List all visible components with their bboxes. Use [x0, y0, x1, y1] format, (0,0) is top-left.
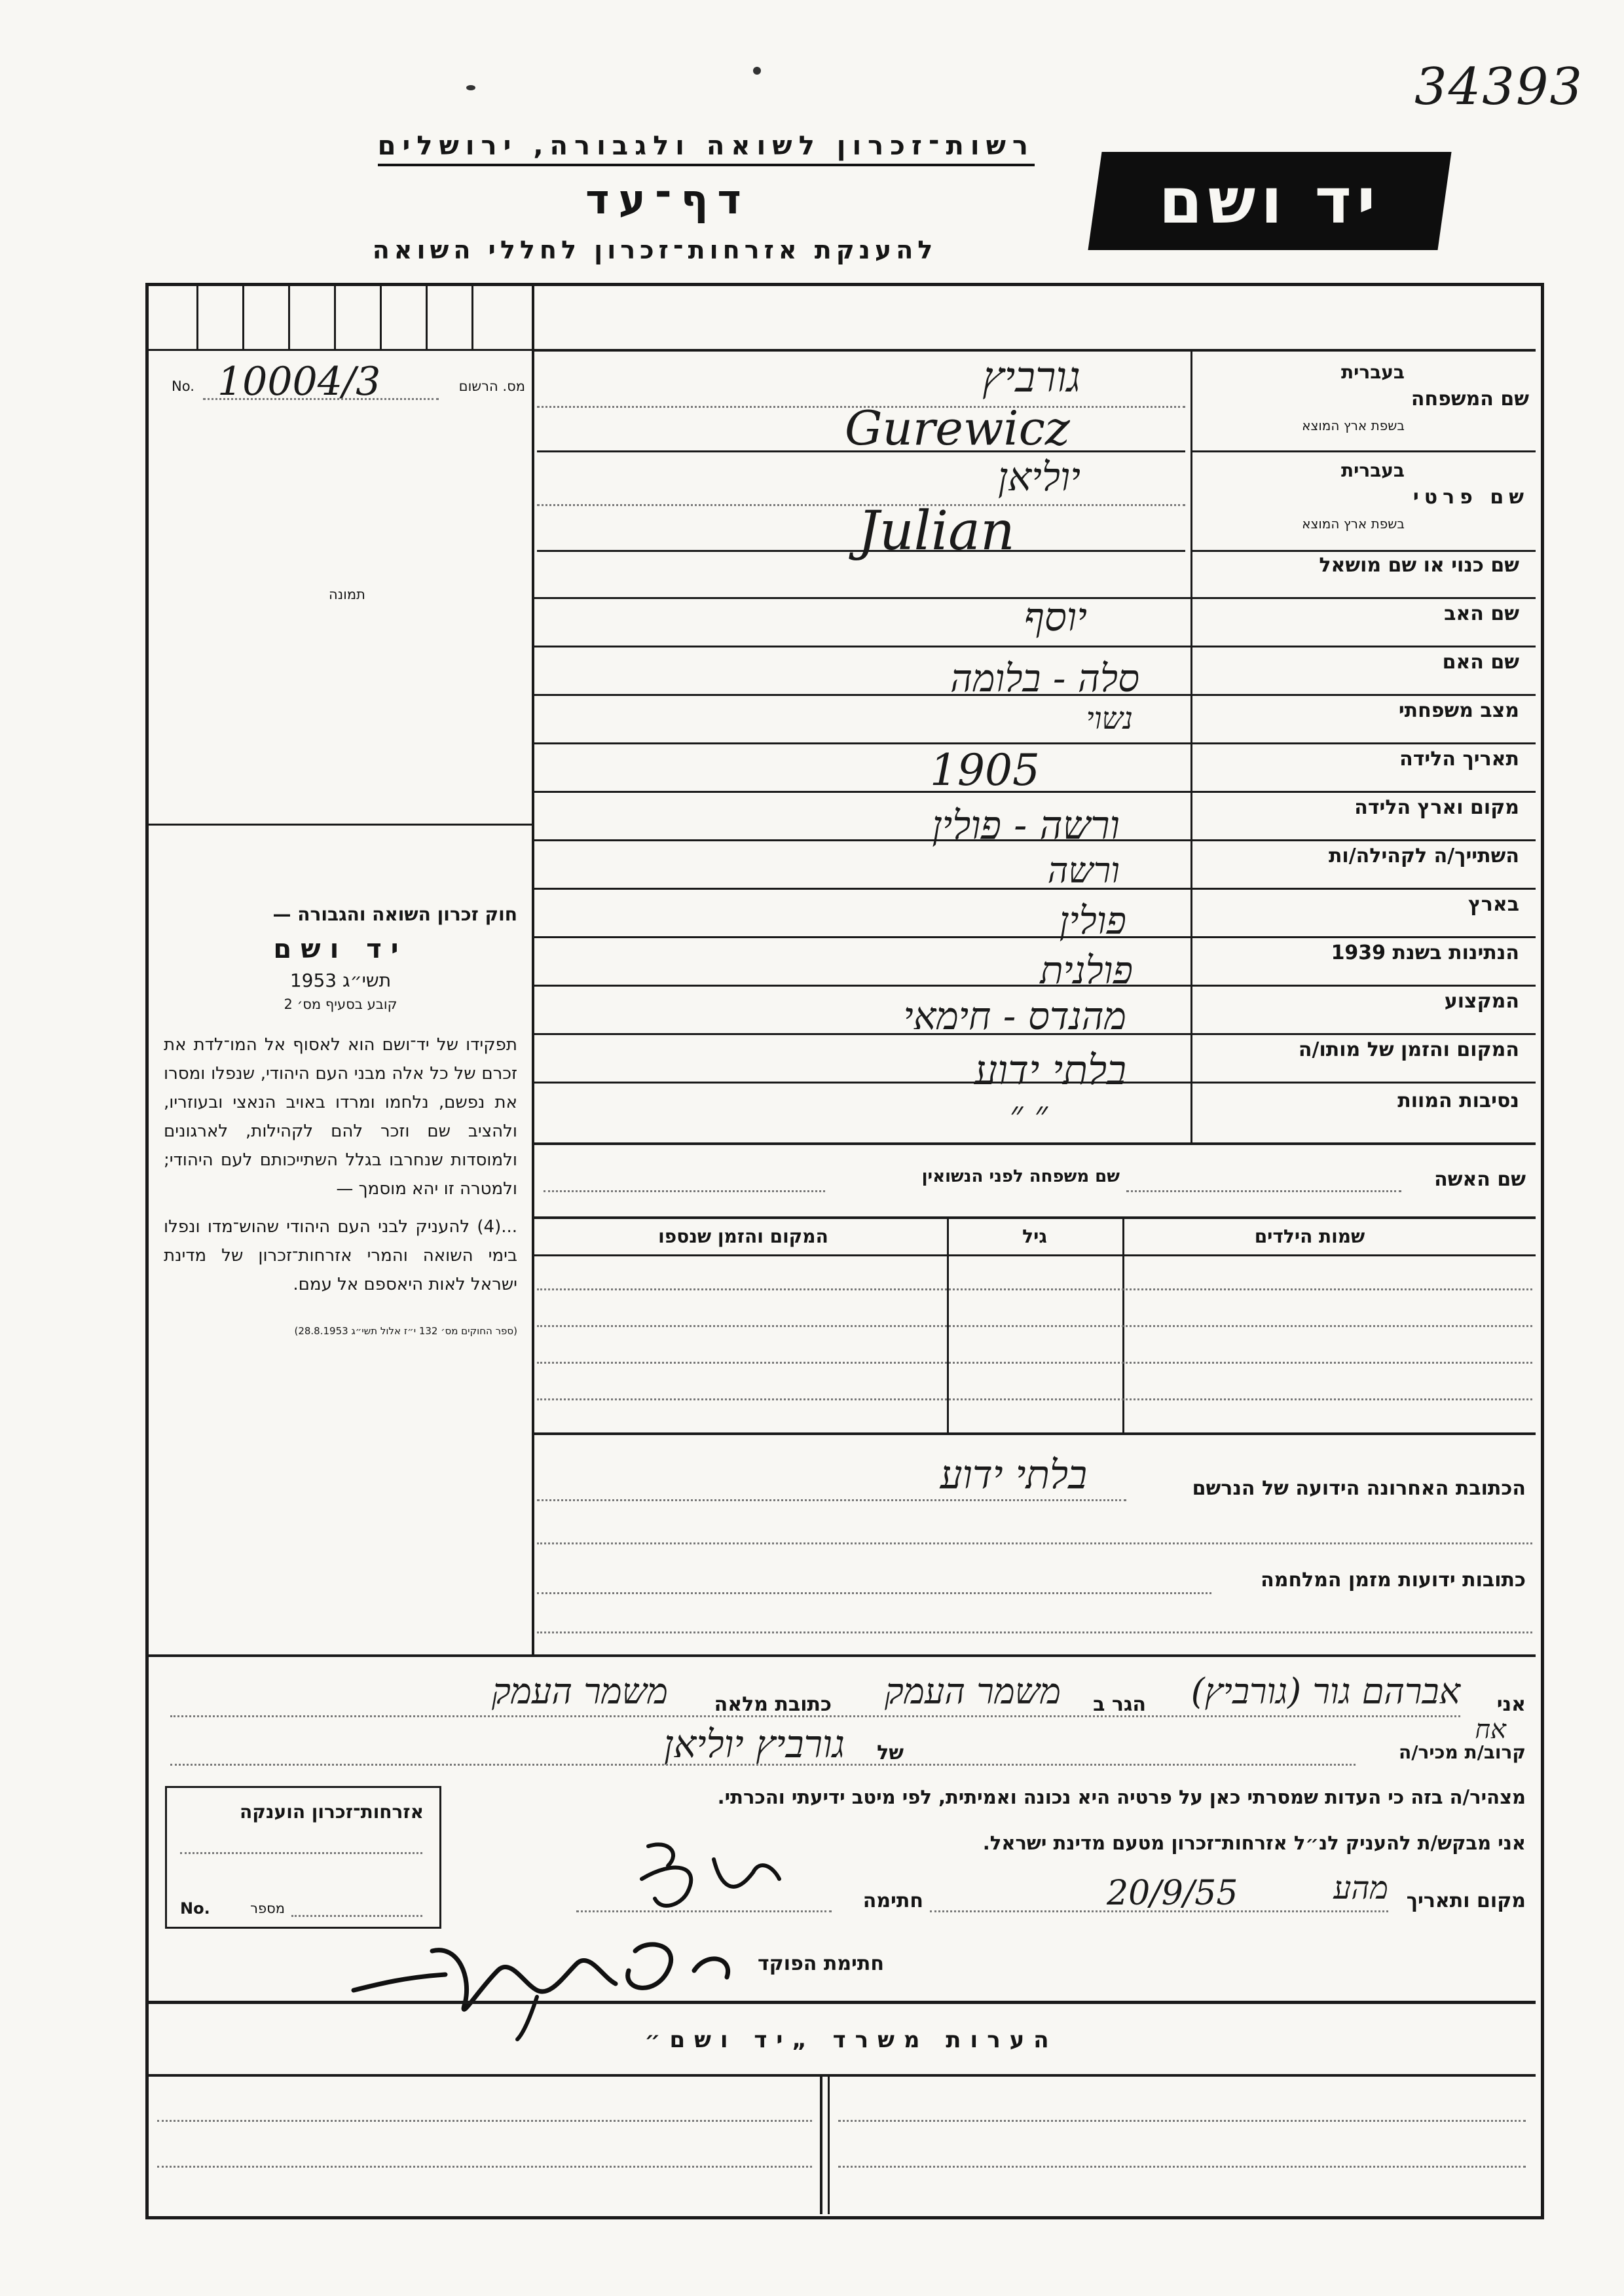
father-label: שם האב — [1444, 602, 1519, 625]
firstname-labels — [1198, 460, 1529, 545]
row-rule — [534, 646, 1536, 647]
declarant-name: אברהם גור (גורביץ) — [1190, 1671, 1460, 1712]
profession-label: המקצוע — [1444, 990, 1519, 1013]
strip-tick — [380, 286, 382, 350]
surname-labels — [1198, 361, 1529, 446]
left-column-divider — [532, 286, 534, 1654]
institution-header: רשות־זכרון לשואה ולגבורה, ירושלים — [275, 131, 1035, 161]
surname-hebrew-value: גורביץ — [982, 354, 1080, 402]
last-address-value: בלתי ידוע — [940, 1452, 1087, 1498]
declaration-line-2 — [170, 1764, 1356, 1766]
resides-value: משמר העמק — [884, 1671, 1061, 1712]
birth-place-value: ורשה - פולין — [932, 803, 1120, 848]
citizenship-box-line — [180, 1852, 422, 1854]
surname-origin-label: בשפת ארץ המוצא — [1302, 418, 1405, 433]
notes-line — [838, 2166, 1526, 2168]
wartime-address-label: כתובות ידועות מזמן המלחמה — [1261, 1569, 1526, 1592]
strip-tick — [196, 286, 198, 350]
speck — [466, 85, 475, 90]
address-line — [537, 1542, 1532, 1544]
last-address-label: הכתובת האחרונה הידועה של הנרשם — [1192, 1477, 1526, 1500]
full-address-value: משמר העמק — [491, 1671, 668, 1712]
relation-value: אח — [1475, 1715, 1506, 1745]
citizenship-granted-box — [165, 1786, 441, 1929]
children-col-age: גיל — [1022, 1226, 1047, 1247]
row-rule — [534, 742, 1536, 744]
resides-label: הגר ב — [1093, 1693, 1146, 1716]
spouse-bottom-rule — [534, 1216, 1536, 1219]
spouse-label: שם האשה — [1434, 1168, 1526, 1191]
strip-tick — [471, 286, 473, 350]
community-value: ורשה — [1047, 850, 1120, 891]
declaration-line-1 — [170, 1715, 1460, 1717]
spouse-maiden-label: שם משפחה לפני הנשואין — [921, 1167, 1120, 1186]
law-paragraph-2: ...(4) להעניק לבני העם היהודי שהוש־מדו ונפלו בימי השואה והמרי אזרחות־זכרון של מדינת ישראל לאות היאספם אל עמם. — [164, 1217, 517, 1294]
children-row-line — [537, 1325, 1532, 1327]
father-value: יוסף — [1024, 594, 1087, 640]
relative-label: קרוב/ת מכיר/ה — [1399, 1741, 1526, 1763]
marital-value: נשוי — [1086, 701, 1133, 736]
death-place-value: בלתי ידוע — [974, 1046, 1126, 1094]
birth-date-value: 1905 — [930, 745, 1040, 795]
children-col-place: המקום והזמן שנספו — [658, 1226, 828, 1247]
firstname-origin-label: בשפת ארץ המוצא — [1302, 516, 1405, 532]
archive-number: 34393 — [1414, 58, 1584, 117]
signature-label: חתימה — [862, 1889, 923, 1912]
children-row-line — [537, 1398, 1532, 1400]
officer-signature — [341, 1912, 747, 2043]
firstname-origin-value: Julian — [858, 500, 1015, 562]
notes-top-rule — [149, 2001, 1536, 2004]
registration-number: 10004/3 — [217, 359, 381, 405]
top-strip-rule — [534, 349, 1536, 352]
law-title: חוק זכרון השואה והגבורה — — [272, 903, 517, 925]
nickname-label: שם כנוי או שם מושאל — [1319, 554, 1519, 577]
children-row-line — [537, 1288, 1532, 1290]
firstname-hebrew-value: יוליאן — [997, 454, 1080, 500]
strip-tick — [426, 286, 428, 350]
law-clause: קובע בסעיף מס׳ 2 — [284, 996, 397, 1012]
registration-no-label: No. — [172, 378, 194, 394]
firstname-hebrew-label: בעברית — [1340, 460, 1405, 481]
notes-title: הערות משרד „יד ושם״ — [644, 2027, 1058, 2053]
declaration-top-rule — [149, 1654, 1536, 1657]
death-cause-value: ״ ״ — [1009, 1093, 1048, 1135]
citizenship-box-number-label: מספר — [250, 1901, 285, 1916]
row-rule — [1192, 450, 1536, 452]
declaration-i-label: אני — [1496, 1693, 1526, 1716]
photo-box-bottom — [149, 824, 534, 826]
law-name: יד ושם — [273, 934, 408, 964]
law-year: תשי״ג 1953 — [289, 970, 392, 991]
community-label: השתייך/ה לקהילה/ות — [1328, 845, 1519, 867]
mother-value: סלה - בלומה — [950, 656, 1139, 701]
strip-tick — [288, 286, 290, 350]
place-date-line — [930, 1910, 1388, 1912]
declaration-request: אני מבקש/ת להעניק לנ״ל אזרחות־זכרון מטעם מדינת ישראל. — [982, 1832, 1526, 1854]
mother-label: שם האם — [1442, 651, 1519, 674]
wartime-address-line-2 — [537, 1631, 1532, 1633]
place-date-label: מקום ותאריך — [1406, 1889, 1526, 1912]
row-rule — [1192, 550, 1536, 552]
notes-line — [838, 2120, 1526, 2122]
strip-tick — [242, 286, 244, 350]
form-title: דף־עד — [585, 175, 750, 223]
profession-value: מהנדס - חימאי — [903, 994, 1126, 1038]
declaration-statement: מצהיר/ה בזה כי העדות שמסרתי כאן על פרטיה היא נכונה ואמיתית, לפי מיטב ידיעתי והכרתי. — [717, 1786, 1526, 1808]
speck — [753, 67, 761, 75]
strip-tick — [334, 286, 336, 350]
declarant-signature — [622, 1833, 792, 1925]
officer-signature-label: חתימת הפוקד — [758, 1952, 884, 1975]
notes-header-rule — [149, 2074, 1536, 2077]
citizenship-box-no: No. — [180, 1899, 210, 1918]
country-label: בארץ — [1467, 893, 1519, 916]
of-label: של — [877, 1741, 904, 1764]
surname-origin-value: Gurewicz — [845, 401, 1070, 456]
surname-hebrew-label: בעברית — [1340, 361, 1405, 383]
death-place-label: המקום והזמן של מותו/ה — [1298, 1038, 1519, 1061]
full-address-label: כתובת מלאה — [714, 1693, 832, 1716]
photo-label: תמונה — [329, 587, 365, 602]
of-value: גורביץ יוליאן — [663, 1722, 845, 1766]
registration-he-label: מס. הרשום — [458, 378, 525, 394]
last-address-line — [537, 1499, 1126, 1501]
citizenship-box-title: אזרחות־זכרון הוענקה — [240, 1801, 424, 1823]
death-cause-label: נסיבות המוות — [1397, 1089, 1519, 1112]
firstname-label: שם פרטי — [1412, 486, 1529, 509]
law-citation: (ספר החוקים מס׳ 132 י״ז אלול תשי״ג 28.8.1953) — [294, 1325, 517, 1337]
law-paragraph-1: תפקידו של יד־ושם הוא לאסוף אל המו־לדת את זכרם של כל אלה מבני העם היהודי, שנפלו ומסרו את נפשם, נלחמו ומרדו באויב הנאצי ובעוזריו, ולהציב שם וזכר להם לקהילות, לארגונים ולמוסדות שנחרבו בגלל השתייכותם לעם היהודי; ולמטרה זו יהא מוסמך — — [164, 1035, 517, 1199]
country-value: פולין — [1059, 898, 1126, 943]
citizenship-value: פולנית — [1040, 948, 1133, 993]
yad-vashem-logo — [1088, 152, 1451, 250]
spouse-line — [1126, 1190, 1401, 1192]
notes-divider — [820, 2077, 822, 2214]
maiden-line — [544, 1190, 825, 1192]
children-row-line — [537, 1362, 1532, 1364]
children-header-rule — [534, 1254, 1536, 1256]
notes-line — [157, 2120, 812, 2122]
birth-date-label: תאריך הלידה — [1399, 748, 1519, 771]
registration-field — [172, 359, 525, 411]
registration-line — [203, 398, 439, 400]
left-strip-rule — [149, 349, 534, 351]
notes-divider-2 — [828, 2077, 830, 2214]
form-subtitle: להענקת אזרחות־זכרון לחללי השואה — [372, 236, 938, 264]
citizenship-box-number-line — [291, 1915, 422, 1917]
place-value: מהע — [1333, 1870, 1388, 1906]
surname-label: שם המשפחה — [1411, 388, 1529, 410]
marital-label: מצב משפחתי — [1398, 699, 1519, 722]
notes-line — [157, 2166, 812, 2168]
label-column-divider — [1190, 352, 1192, 1144]
row-rule — [534, 1142, 1536, 1145]
logo-text: יד ושם — [1158, 164, 1381, 238]
law-text-block — [164, 903, 517, 1337]
children-col-names: שמות הילדים — [1254, 1226, 1365, 1247]
birth-place-label: מקום וארץ הלידה — [1354, 796, 1519, 819]
date-value: 20/9/55 — [1107, 1874, 1238, 1913]
children-bottom-rule — [534, 1432, 1536, 1435]
wartime-address-line — [537, 1592, 1211, 1594]
citizenship-label: הנתינות בשנת 1939 — [1331, 941, 1519, 964]
